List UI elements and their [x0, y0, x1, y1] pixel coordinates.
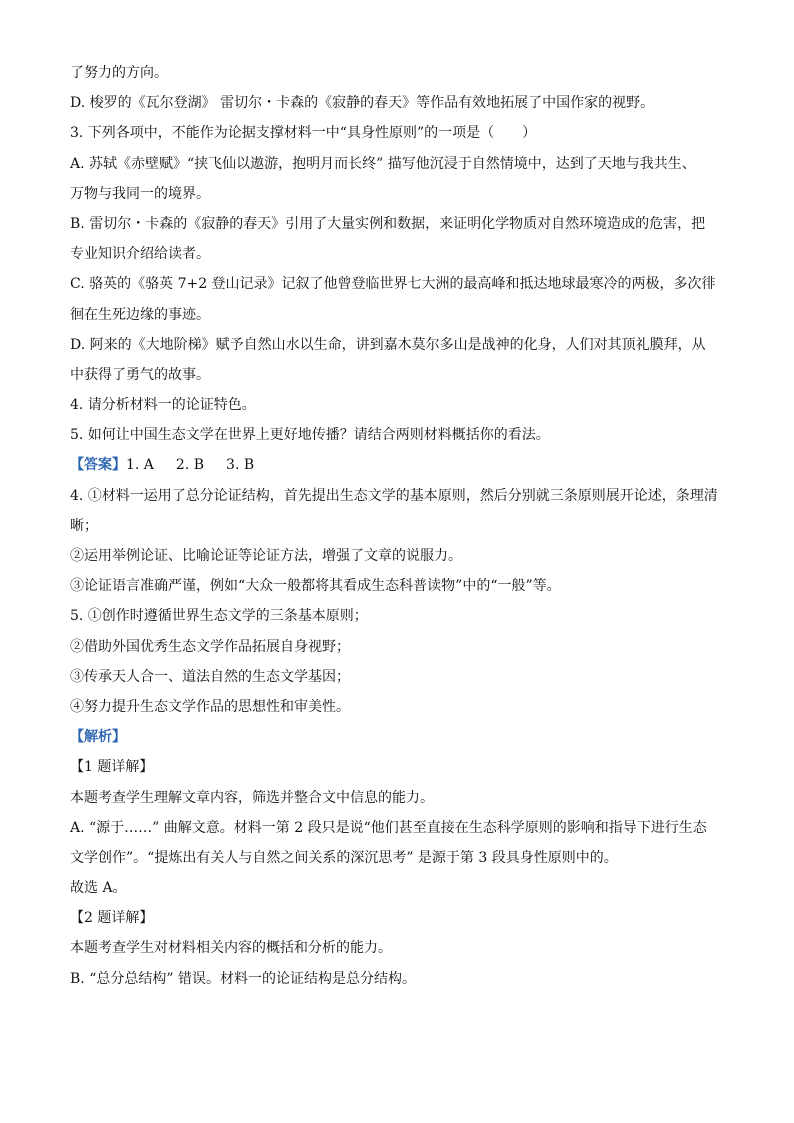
detail-2-text: B. “总分总结构” 错误。材料一的论证结构是总分结构。 [70, 970, 416, 987]
question-3: 3. 下列各项中，不能作为论据支撑材料一中“具身性原则”的一项是（ ） [70, 125, 537, 142]
answer-4-point: ②运用举例论证、比喻论证等论证方法，增强了文章的说服力。 [70, 548, 462, 564]
option-b-cont: 专业知识介绍给读者。 [70, 246, 210, 263]
option-c: C. 骆英的《骆英 7+2 登山记录》记叙了他曾登临世界七大洲的最高峰和抵达地球最寒冷的两极，多次徘 [70, 276, 716, 293]
option-a-cont: 万物与我同一的境界。 [70, 185, 210, 202]
answer-4: 4. ①材料一运用了总分论证结构，首先提出生态文学的基本原则，然后分别就三条原则展开论述，条理清 [70, 487, 718, 504]
answer-item: 1. A [126, 457, 154, 474]
answer-line [70, 450, 726, 480]
detail-2-text: 本题考查学生对材料相关内容的概括和分析的能力。 [70, 940, 392, 957]
text-line: D. 梭罗的《瓦尔登湖》 雷切尔・卡森的《寂静的春天》等作品有效地拓展了中国作家的视野。 [70, 95, 655, 112]
analysis-line [70, 722, 726, 752]
analysis-label: 【解析】 [70, 729, 126, 746]
answer-5-point: ④努力提升生态文学作品的思想性和审美性。 [70, 698, 350, 715]
question-5: 5. 如何让中国生态文学在世界上更好地传播？请结合两则材料概括你的看法。 [70, 427, 550, 444]
document-page [70, 58, 726, 994]
option-c-cont: 徊在生死边缘的事迹。 [70, 306, 210, 323]
option-d-cont: 中获得了勇气的故事。 [70, 366, 210, 383]
answer-4-cont: 晰； [70, 517, 98, 534]
detail-1-text: 本题考查学生理解文章内容，筛选并整合文中信息的能力。 [70, 789, 434, 806]
detail-1-text: 故选 A。 [70, 880, 127, 897]
option-b: B. 雷切尔・卡森的《寂静的春天》引用了大量实例和数据，来证明化学物质对自然环境造成的危害，把 [70, 215, 706, 232]
answer-label: 【答案】 [70, 457, 126, 474]
option-d: D. 阿来的《大地阶梯》赋予自然山水以生命，讲到嘉木莫尔多山是战神的化身，人们对其顶礼膜拜，从 [70, 336, 706, 353]
answer-5-point: ③传承天人合一、道法自然的生态文学基因； [70, 668, 350, 685]
detail-1-text: A. “源于……” 曲解文意。材料一第 2 段只是说“他们甚至直接在生态科学原则的影响和指导下进行生态 [70, 819, 707, 836]
answer-item: 2. B [175, 457, 205, 474]
option-a: A. 苏轼《赤壁赋》“挟飞仙以遨游，抱明月而长终” 描写他沉浸于自然情境中，达到了天地与我共生、 [70, 155, 696, 172]
text-line: 了努力的方向。 [70, 65, 168, 81]
answer-item: 3. B [226, 457, 255, 474]
detail-1-text: 文学创作”。“提炼出有关人与自然之间关系的深沉思考” 是源于第 3 段具身性原则中的。 [70, 849, 618, 866]
question-4: 4. 请分析材料一的论证特色。 [70, 397, 256, 414]
answer-4-point: ③论证语言准确严谨，例如“大众一般都将其看成生态科普读物”中的“一般”等。 [70, 578, 561, 595]
detail-1-label: 【1 题详解】 [70, 759, 154, 776]
detail-2-label: 【2 题详解】 [70, 910, 154, 927]
answer-5-point: ②借助外国优秀生态文学作品拓展自身视野； [70, 638, 350, 655]
answer-5: 5. ①创作时遵循世界生态文学的三条基本原则； [70, 608, 368, 625]
